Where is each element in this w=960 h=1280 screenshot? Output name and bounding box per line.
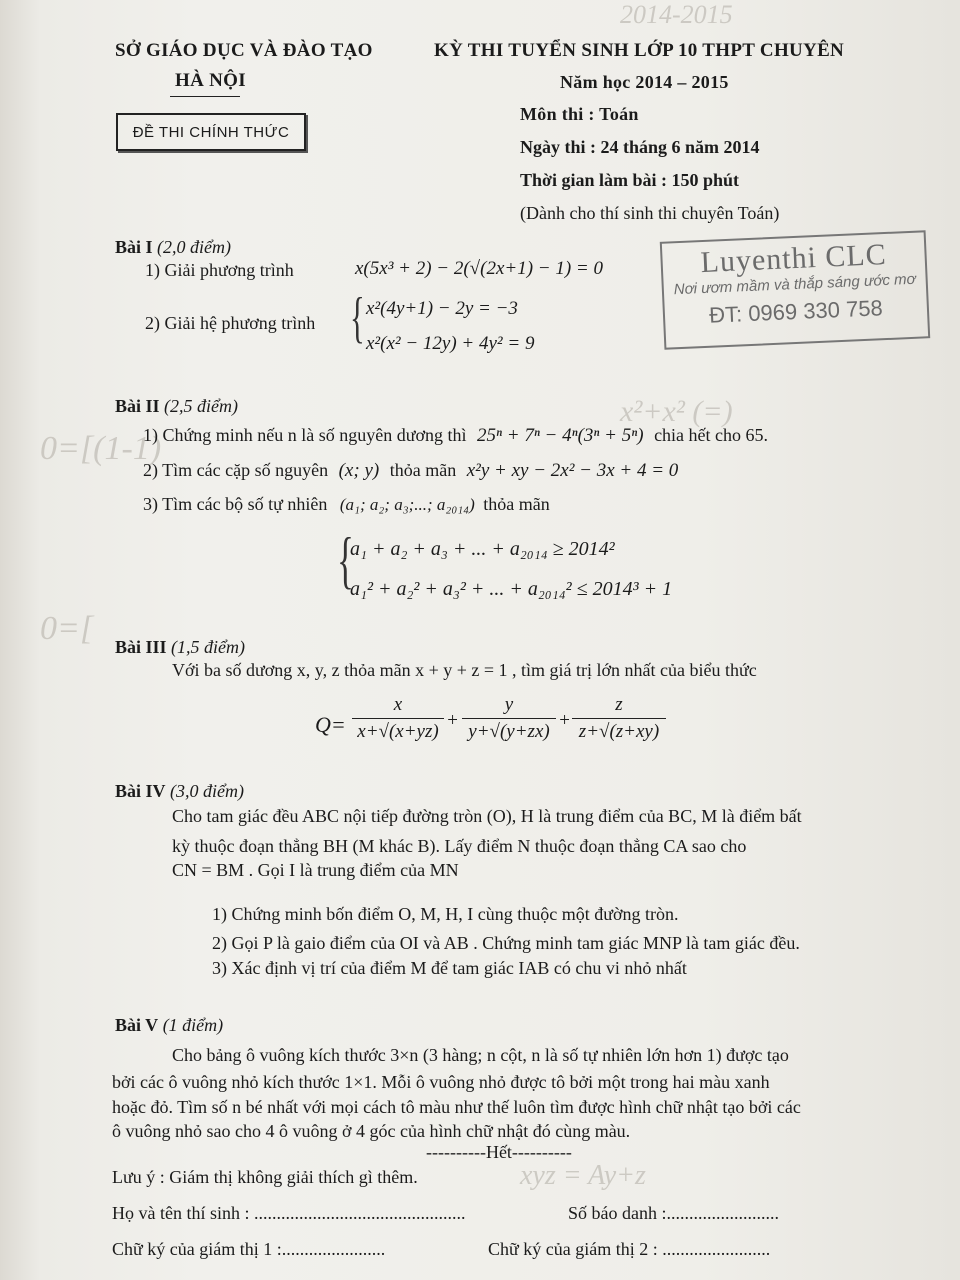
stamp-phone: ĐT: 0969 330 758: [708, 295, 884, 328]
q-pair: (x; y): [338, 460, 380, 481]
candidate-number-field: Số báo danh :.........................: [568, 1203, 779, 1223]
q-text-tail: thỏa mãn: [483, 494, 550, 514]
q-text: 3) Tìm các bộ số tự nhiên: [143, 494, 328, 514]
q-text-mid: thỏa mãn: [389, 460, 457, 480]
problem-4-line2: kỳ thuộc đoạn thẳng BH (M khác B). Lấy điểm N thuộc đoạn thẳng CA sao cho: [172, 836, 747, 856]
problem-title: Bài V: [115, 1015, 159, 1035]
problem-2-heading: [115, 396, 238, 417]
exam-note: (Dành cho thí sinh thi chuyên Toán): [520, 203, 780, 223]
exam-date: Ngày thi : 24 tháng 6 năm 2014: [520, 137, 760, 157]
official-exam-label: ĐỀ THI CHÍNH THỨC: [116, 113, 306, 151]
candidate-name-field: Họ và tên thí sinh : ...............................................: [112, 1203, 466, 1223]
problem-title: Bài IV: [115, 781, 166, 801]
bleed-through-marks: xyz = Ay+z: [520, 1160, 646, 1191]
problem-5-line3: hoặc đỏ. Tìm số n bé nhất với mọi cách tô màu như thế luôn tìm được hình chữ nhật tạo bởi các: [112, 1097, 801, 1117]
problem-2-q1: [143, 425, 768, 447]
plus-sign: +: [446, 710, 459, 731]
problem-title: Bài II: [115, 396, 160, 416]
system-brace: {: [350, 287, 365, 349]
problem-5-line2: bởi các ô vuông nhỏ kích thước 1×1. Mỗi ô vuông nhỏ được tô bởi một trong hai màu xanh: [112, 1072, 770, 1092]
q-equation: x²y + xy − 2x² − 3x + 4 = 0: [466, 460, 679, 481]
problem-title: Bài I: [115, 237, 153, 257]
problem-1-q2-eq2: x²(x² − 12y) + 4y² = 9: [366, 333, 535, 354]
problem-3-heading: [115, 637, 245, 658]
problem-1-q1-equation: x(5x³ + 2) − 2(√(2x+1) − 1) = 0: [355, 258, 603, 279]
watermark-stamp: [660, 230, 930, 349]
problem-3-text: Với ba số dương x, y, z thỏa mãn x + y + z = 1 , tìm giá trị lớn nhất của biểu thức: [172, 660, 757, 680]
problem-5-heading: [115, 1015, 223, 1036]
q-equation: 25ⁿ + 7ⁿ − 4ⁿ(3ⁿ + 5ⁿ): [477, 425, 644, 446]
problem-2-q3-eq1: a₁ + a₂ + a₃ + ... + a₂₀₁₄ ≥ 2014²: [350, 538, 615, 560]
q-tuple: (a₁; a₂; a₃;...; a₂₀₁₄): [339, 495, 475, 514]
problem-points: (1,5 điểm): [171, 637, 246, 657]
department-name: SỞ GIÁO DỤC VÀ ĐÀO TẠO: [115, 40, 373, 61]
problem-4-heading: [115, 781, 244, 802]
problem-2-q3-eq2: a₁² + a₂² + a₃² + ... + a₂₀₁₄² ≤ 2014³ + 1: [350, 578, 673, 600]
problem-points: (1 điểm): [162, 1015, 224, 1035]
bleed-through-marks: 0=[(1-1): [40, 430, 162, 467]
problem-4-q2: 2) Gọi P là gaio điểm của OI và AB . Chứng minh tam giác MNP là tam giác đều.: [212, 933, 800, 953]
problem-2-q3: [143, 494, 550, 515]
bleed-through-marks: x²+x² (=): [620, 395, 733, 428]
fraction-2: [462, 694, 556, 743]
fraction-1: [352, 694, 444, 743]
problem-5-line1: Cho bảng ô vuông kích thước 3×n (3 hàng; n cột, n là số tự nhiên lớn hơn 1) được tạo: [172, 1045, 789, 1065]
proctor-2-signature: Chữ ký của giám thị 2 : ........................: [488, 1239, 771, 1259]
exam-duration: Thời gian làm bài : 150 phút: [520, 170, 740, 190]
problem-points: (2,5 điểm): [164, 396, 239, 416]
problem-4-q1: 1) Chứng minh bốn điểm O, M, H, I cùng thuộc một đường tròn.: [212, 904, 679, 924]
exam-title: KỲ THI TUYỂN SINH LỚP 10 THPT CHUYÊN: [434, 40, 845, 61]
problem-2-q2: [143, 460, 678, 482]
denominator: x+√(x+yz): [357, 721, 439, 742]
stamp-slogan: Nơi ươm mầm và thắp sáng ước mơ: [673, 270, 917, 299]
end-marker: ----------Hết----------: [426, 1142, 572, 1162]
q-lhs: Q=: [315, 712, 346, 737]
problem-4-line3: CN = BM . Gọi I là trung điểm của MN: [172, 860, 459, 880]
proctor-note: Lưu ý : Giám thị không giải thích gì thêm.: [112, 1167, 418, 1187]
proctor-1-signature: Chữ ký của giám thị 1 :.......................: [112, 1239, 386, 1259]
denominator: y+√(y+zx): [468, 721, 550, 742]
problem-1-q1-label: 1) Giải phương trình: [145, 260, 294, 280]
problem-4-q3: 3) Xác định vị trí của điểm M để tam giác IAB có chu vi nhỏ nhất: [212, 958, 687, 978]
bleed-through-marks: 2014-2015: [620, 0, 733, 29]
denominator: z+√(z+xy): [578, 721, 660, 742]
q-text: 2) Tìm các cặp số nguyên: [143, 460, 329, 480]
city-name: HÀ NỘI: [175, 70, 246, 91]
plus-sign: +: [558, 710, 571, 731]
school-year: Năm học 2014 – 2015: [560, 72, 729, 92]
problem-1-q2-eq1: x²(4y+1) − 2y = −3: [366, 298, 518, 319]
subject: Môn thi : Toán: [520, 104, 639, 124]
problem-title: Bài III: [115, 637, 167, 657]
numerator: z: [572, 694, 666, 719]
problem-points: (3,0 điểm): [170, 781, 244, 801]
system-brace: {: [337, 524, 354, 595]
q-text: 1) Chứng minh nếu n là số nguyên dương thì: [143, 425, 467, 445]
fraction-3: [572, 694, 666, 743]
q-text-tail: chia hết cho 65.: [654, 425, 769, 445]
problem-5-line4: ô vuông nhỏ sao cho 4 ô vuông ở 4 góc của hình chữ nhật đó cùng màu.: [112, 1121, 631, 1141]
bleed-through-marks: 0=[: [40, 610, 94, 647]
problem-1-q2-label: 2) Giải hệ phương trình: [145, 313, 316, 333]
numerator: y: [462, 694, 556, 719]
problem-points: (2,0 điểm): [157, 237, 231, 257]
problem-1-heading: [115, 237, 231, 258]
numerator: x: [352, 694, 444, 719]
divider: [170, 96, 240, 97]
stamp-brand: Luyenthi CLC: [699, 237, 888, 280]
problem-4-line1: Cho tam giác đều ABC nội tiếp đường tròn (O), H là trung điểm của BC, M là điểm bất: [172, 806, 802, 826]
